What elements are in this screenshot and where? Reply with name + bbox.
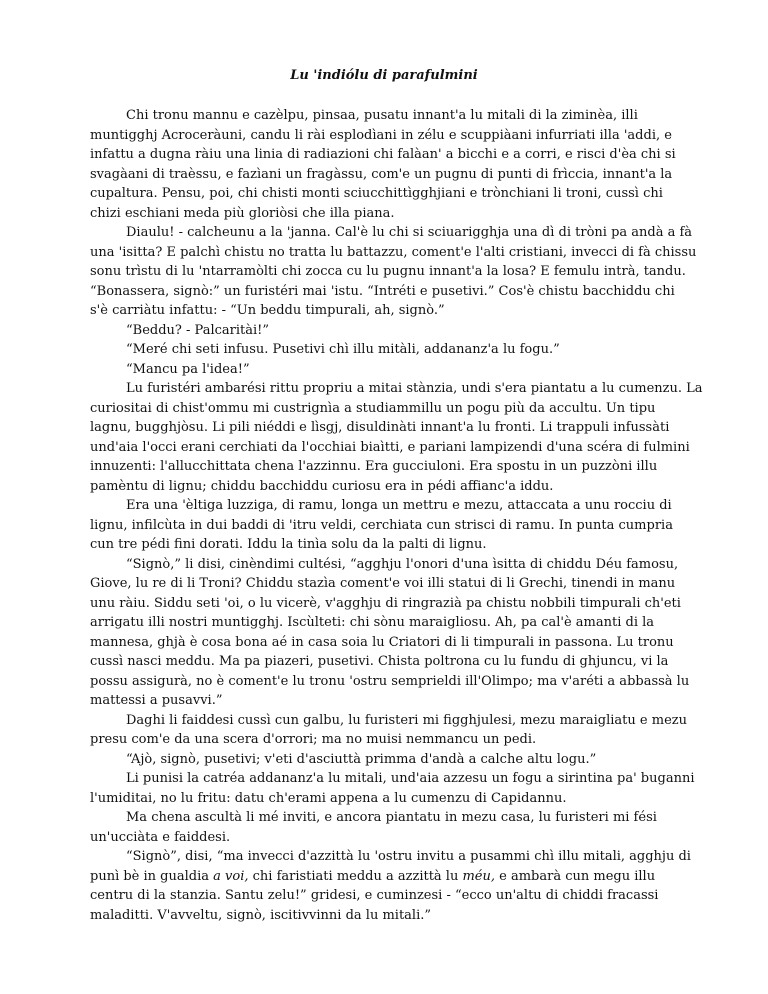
emphasis-text: a voi, [213,868,249,884]
text-line: Daghi li faiddesi cussì cun galbu, lu furisteri mi figghjulesi, mezu maraigliatu e mezu [126,712,687,728]
text-line: mannesa, ghjà è cosa bona aé in casa soia lu Criatori di li timpurali in passona. Lu tronu [90,634,674,650]
paragraph-12 [54,808,726,847]
text-line: Giove, lu re di li Troni? Chiddu stazìa coment'e voi illi statui di li Grechi, tinendi in manu [90,576,676,591]
text-line: curiositai di chist'ommu mi custrignìa a studiammillu un pogu più da accultu. Un tipu [90,400,656,416]
text-line: “Signò”, disi, “ma invecci d'azzittà lu 'ostru invitu a pusammi chì illu mitali, agghju di [126,849,691,864]
paragraph-2 [54,223,726,321]
text-line: muntigghj Acroceràuni, candu li rài esplodìani in zélu e scuppiàani infurriati illa 'addi, e [90,127,672,143]
text-line: Diaulu! - calcheunu a la 'janna. Cal'è lu chi si sciuarigghja una dì di tròni pa andà a fà [126,225,693,240]
text-line: l'umiditai, no lu fritu: datu ch'erami appena a lu cumenzu di Capidannu. [90,790,567,806]
text-line: centru di la stanzia. Santu zelu!” gridesi, e cuminzesi - “ecco un'altu di chiddi fracassi [90,888,659,903]
text-line: svagàani di traèssu, e fazìani un fragàssu, com'e un pugnu di punti di frìccia, innant'a la [90,166,673,182]
text-line: innuzenti: l'allucchittata chena l'azzinnu. Era gucciuloni. Era spostu in un puzzòni illu [90,459,658,474]
text-line: lagnu, bugghjòsu. Li pili niéddi e lìsgj, disuldinàti innant'a lu fronti. Li trappuli infussàti [90,420,670,435]
text-line: “Beddu? - Palcaritài!” [126,322,270,338]
paragraph-11 [54,769,726,808]
text-line: sonu trìstu di lu 'ntarramòlti chi zocca cu lu pugnu innant'a la losa? E femulu intrà, tandu. [90,264,686,279]
paragraph-3 [54,321,726,341]
paragraph-6 [54,379,726,496]
paragraph-10 [54,750,726,770]
text-segment: e ambarà cun megu illu [499,868,656,884]
text-line-mixed [54,867,726,887]
text-segment: chi faristiati meddu a azzittà lu [252,868,463,884]
document-title: Lu 'indiólu di parafulmini [290,68,478,83]
text-line: Li punisi la catréa addananz'a lu mitali, und'aia azzesu un fogu a sirintina pa' buganni [126,771,695,786]
text-line: presu com'e da una scera d'orrori; ma no muisi nemmancu un pedi. [90,732,537,747]
emphasis-text: méu, [462,868,496,884]
paragraph-8 [54,555,726,711]
text-line: possu assigurà, no è coment'e lu tronu 'ostru semprieldi ill'Olimpo; ma v'aréti a abbassà lu [90,673,690,689]
text-line: una 'isitta? E palchì chistu no tratta lu battazzu, coment'e l'alti cristiani, invecci di fà chissu [90,244,697,260]
text-line: maladitti. V'avveltu, signò, iscitivvinni da lu mitali.” [90,907,432,923]
text-line: unu ràiu. Siddu seti 'oi, o lu vicerè, v'agghju di ringrazià pa chistu nobbili timpurali ch'eti [90,595,681,611]
text-line: chizi eschiani meda più gloriòsi che illa piana. [90,205,395,221]
text-line: arrigatu illi nostri muntigghj. Iscùlteti: chi sònu maraigliosu. Ah, pa cal'è amanti di la [90,615,655,630]
document-body [54,106,726,925]
text-line: cupaltura. Pensu, poi, chi chisti monti sciucchittìgghjiani e trònchiani li troni, cussì chi [90,186,663,201]
text-line: Era una 'èltiga luzziga, di ramu, longa un mettru e mezu, attaccata a unu rocciu di [126,498,672,513]
text-line: “Ajò, signò, pusetivi; v'eti d'asciuttà primma d'andà a calche altu logu.” [126,751,597,767]
text-line: und'aia l'occi erani cerchiati da l'occhiai biaìtti, e pariani lampizendi d'una scéra di fulmini [90,439,690,455]
paragraph-5 [54,360,726,380]
text-line: cun tre pédi fini dorati. Iddu la tinìa solu da la palti di lignu. [90,537,487,552]
paragraph-7 [54,496,726,555]
text-line: “Bonassera, signò:” un furistéri mai 'istu. “Intréti e pusetivi.” Cos'è chistu bacchiddu chi [90,283,675,299]
text-line: infattu a dugna ràiu una linia di radiazioni chi falàan' a bicchi e a corri, e risci d'èa chi si [90,147,676,162]
text-line: Chi tronu mannu e cazèlpu, pinsaa, pusatu innant'a lu mitali di la ziminèa, illi [126,108,638,123]
text-line: cussì nasci meddu. Ma pa piazeri, pusetivi. Chista poltrona cu lu fundu di ghjuncu, vi la [90,654,669,669]
text-line: “Meré chi seti infusu. Pusetivi chì illu mitàli, addananz'a lu fogu.” [126,342,560,357]
paragraph-9 [54,711,726,750]
text-line: “Signò,” li disi, cinèndimi cultési, “agghju l'onori d'una ìsitta di chiddu Déu famosu, [126,556,679,572]
text-line: pamèntu di lignu; chiddu bacchiddu curiosu era in pédi affianc'a iddu. [90,478,554,494]
text-line: un'ucciàta e faiddesi. [90,829,231,845]
paragraph-1 [54,106,726,223]
text-line: mattessi a pusavvi.” [90,693,223,708]
text-line: “Mancu pa l'idea!” [126,361,250,377]
text-line: s'è carriàtu infattu: - “Un beddu timpurali, ah, signò.” [90,303,445,318]
paragraph-4 [54,340,726,360]
paragraph-13 [54,847,726,925]
text-line: lignu, infilcùta in dui baddi di 'itru veldi, cerchiata cun strisci di ramu. In punta cumpria [90,517,673,533]
text-line: Ma chena ascultà li mé inviti, e ancora piantatu in mezu casa, lu furisteri mi fési [126,810,657,825]
text-line: Lu furistéri ambarési rittu propriu a mitai stànzia, undi s'era piantatu a lu cumenzu. La [126,381,703,396]
text-segment: punì bè in gualdia [90,868,214,884]
